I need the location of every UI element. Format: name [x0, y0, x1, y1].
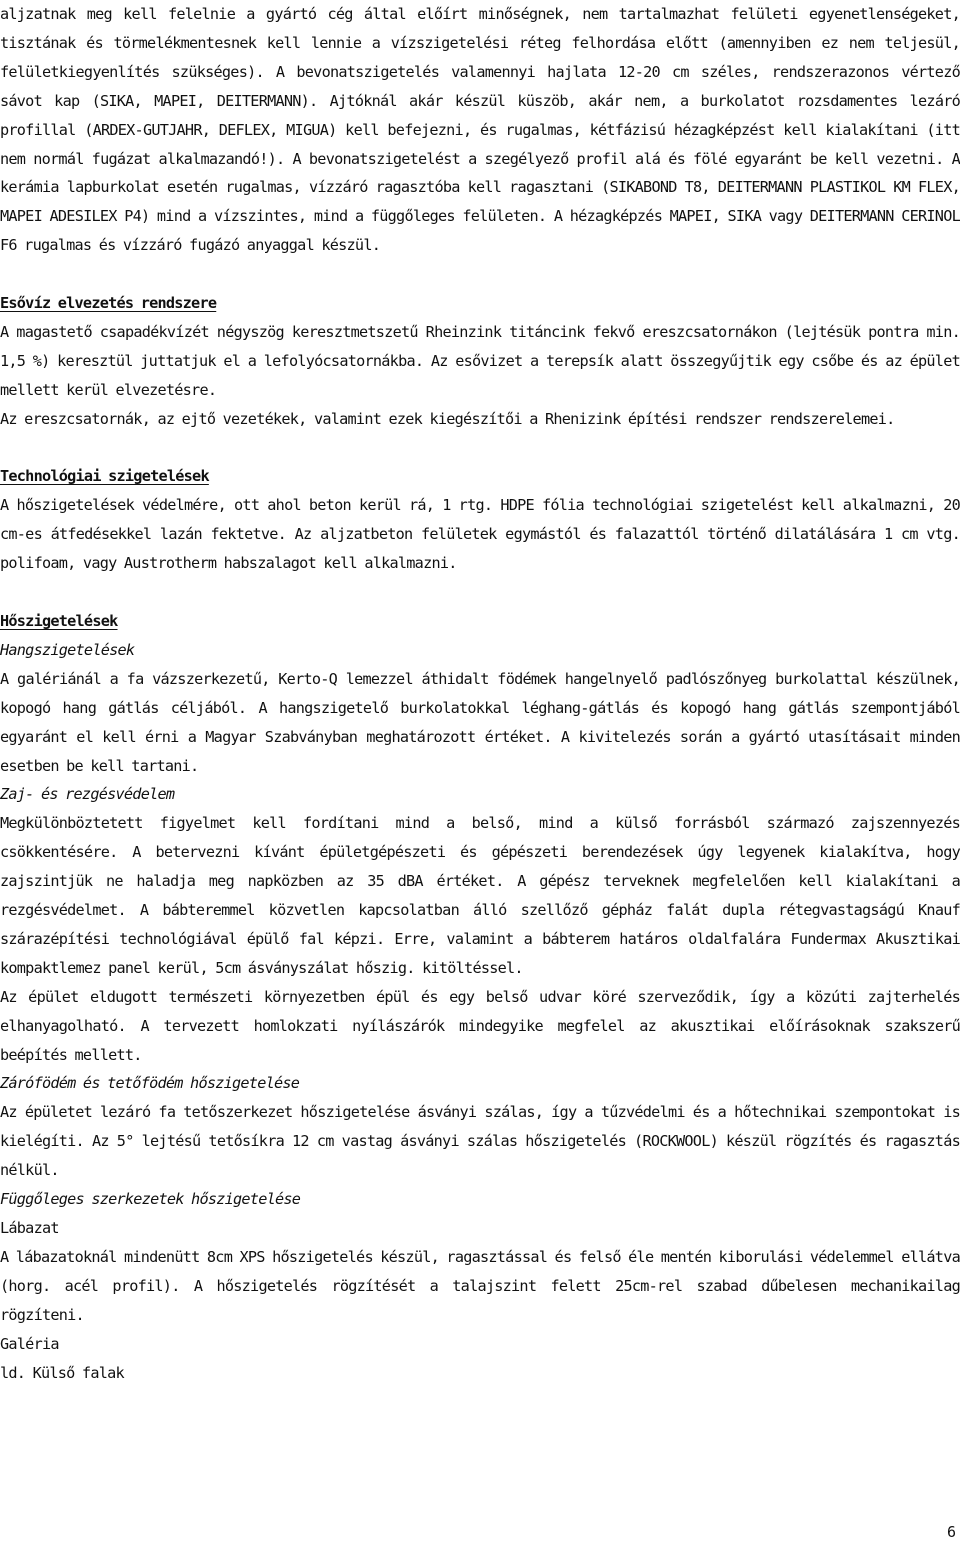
label-gallery: Galéria [0, 1334, 59, 1353]
sound-paragraph: A galériánál a fa vázszerkezetű, Kerto-Q lemezzel áthidalt födémek hangelnyelő padlószőnyeg burkolattal készülnek, kopogó hang gátlás céljából. A hangszigetelő burkolatokkal léghang-gátlás és kopogó hang gátlás szempontjából egyaránt el kell érni a Magyar Szabványban meghatározott értéket. A kivitelezés során a gyártó utasításait minden esetben be kell tartani. [0, 669, 960, 775]
subheading-sound: Hangszigetelések [0, 640, 135, 659]
intro-paragraph: aljzatnak meg kell felelnie a gyártó cég által előírt minőségnek, nem tartalmazhat felületi egyenetlenségeket, tisztának és törmelékmentesnek kell lennie a vízszigetelési réteg felhordása előtt (amennyiben ez nem teljesül, felületkiegyenlítés szükséges). A bevonatszigetelés valamennyi hajlata 12-20 cm széles, rendszerazonos vértező sávot kap (SIKA, MAPEI, DEITERMANN). Ajtóknál akár készül küszöb, akár nem, a burkolatot rozsdamentes lezáró profillal (ARDEX-GUTJAHR, DEFLEX, MIGUA) kell befejezni, és rugalmas, kétfázisú hézagképzést kell kialakítani (itt nem normál fugázat alkalmazandó!). A bevonatszigetelést a szegélyező profil alá és fölé egyaránt be kell vezetni. A kerámia lapburkolat esetén rugalmas, vízzáró ragasztóba kell ragasztani (SIKABOND T8, DEITERMANN PLASTIKOL KM FLEX, MAPEI ADESILEX P4) mind a vízszintes, mind a függőleges felületen. A hézagképzés MAPEI, SIKA vagy DEITERMANN CERINOL F6 rugalmas és vízzáró fugázó anyaggal készül. [0, 5, 960, 255]
gallery-reference: ld. Külső falak [0, 1363, 124, 1382]
subheading-noise: Zaj- és rezgésvédelem [0, 785, 175, 804]
rainwater-paragraph-1: A magastető csapadékvízét négyszög keresztmetszetű Rheinzink titáncink fekvő ereszcsatornákon (lejtésük pontra min. 1,5 %) keresztül juttatjuk el a lefolyócsatornákba. Az esővizet a terepsík alatt összegyűjtik egy csőbe és az épület mellett kerül elvezetésre. [0, 322, 960, 399]
section-heading-technological: Technológiai szigetelések [0, 467, 209, 486]
technological-paragraph: A hőszigetelések védelmére, ott ahol beton kerül rá, 1 rtg. HDPE fólia technológiai szigetelést kell alkalmazni, 20 cm-es átfedésekkel lazán fektetve. Az aljzatbeton felületek egymástól és falazattól történő dilatálására 1 cm vtg. polifoam, vagy Austrotherm habszalagot kell alkalmazni. [0, 496, 960, 573]
label-base: Lábazat [0, 1219, 59, 1238]
subheading-vertical: Függőleges szerkezetek hőszigetelése [0, 1190, 301, 1209]
noise-paragraph-2: Az épület eldugott természeti környezetben épül és egy belső udvar köré szerveződik, így a közúti zajterhelés elhanyagolható. A tervezett homlokzati nyílászárók mindegyike megfelel az akusztikai előírásoknak szakszerű beépítés mellett. [0, 987, 960, 1064]
spacer [0, 434, 960, 463]
section-heading-rainwater: Esővíz elvezetés rendszere [0, 294, 217, 313]
spacer [0, 260, 960, 289]
roof-paragraph: Az épületet lezáró fa tetőszerkezet hőszigetelése ásványi szálas, így a tűzvédelmi és a hőtechnikai szempontokat is kielégíti. Az 5° lejtésű tetősíkra 12 cm vastag ásványi szálas hőszigetelés (ROCKWOOL) készül rögzítés és ragasztás nélkül. [0, 1103, 960, 1180]
rainwater-paragraph-2: Az ereszcsatornák, az ejtő vezetékek, valamint ezek kiegészítői a Rhenizink építési rendszer rendszerelemei. [0, 409, 895, 428]
page-number: 6 [946, 1523, 956, 1541]
base-paragraph: A lábazatoknál mindenütt 8cm XPS hőszigetelés készül, ragasztással és felső éle mentén kiborulási védelemmel ellátva (horg. acél profil). A hőszigetelés rögzítését a talajszint felett 25cm-rel szabad dűbelesen mechanikailag rögzíteni. [0, 1247, 960, 1324]
spacer [0, 578, 960, 607]
subheading-roof: Zárófödém és tetőfödém hőszigetelése [0, 1074, 300, 1093]
noise-paragraph-1: Megkülönböztetett figyelmet kell fordítani mind a belső, mind a külső forrásból származó zajszennyezés csökkentésére. A betervezni kívánt épületgépészeti és gépészeti berendezések úgy legyenek kialakítva, hogy zajszintjük ne haladja meg napközben az 35 dBA értéket. A gépész terveknek megfelelően kell kialakítani a rezgésvédelmet. A bábteremmel közvetlen kapcsolatban álló szellőző gépház falát dupla rétegvastagságú Knauf szárazépítési technológiával épülő fal képzi. Erre, valamint a bábterem határos oldalfalára Fundermax Akusztikai kompaktlemez panel kerül, 5cm ásványszálat hőszig. kitöltéssel. [0, 814, 960, 977]
section-heading-thermal: Hőszigetelések [0, 611, 118, 630]
